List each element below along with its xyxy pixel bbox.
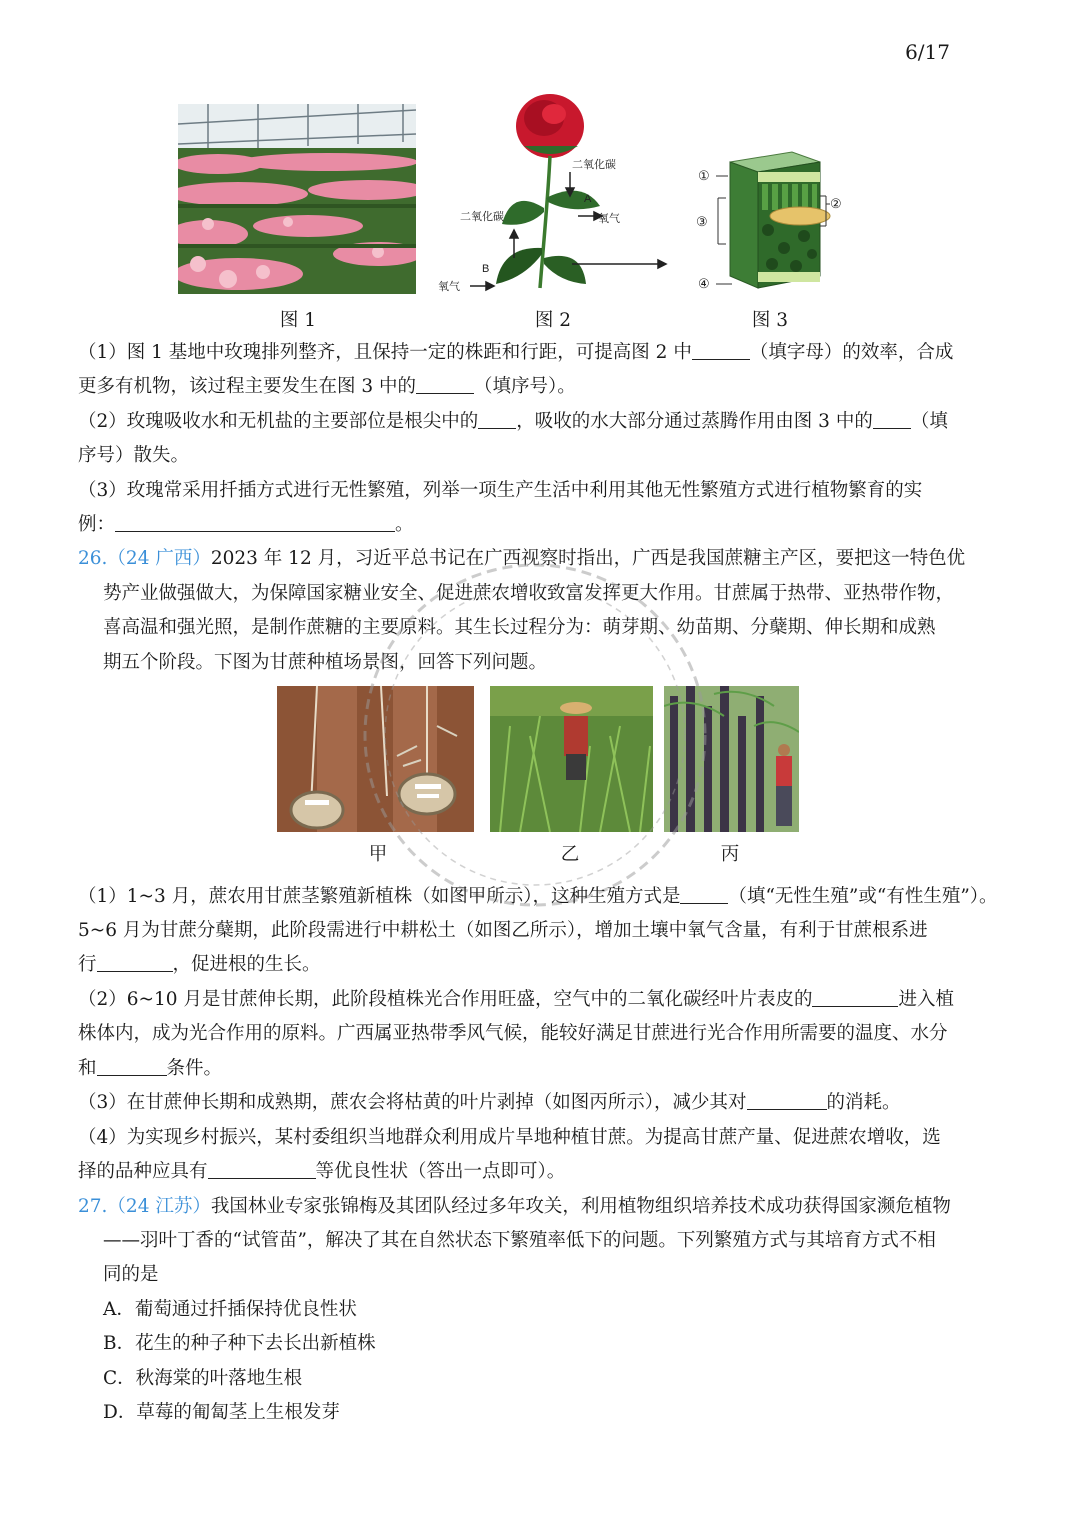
answer-blank[interactable] (873, 408, 911, 429)
q26-p1-l3-pre: 行 (78, 954, 97, 975)
q25-part1-line1 (78, 336, 1003, 370)
q25-p1-pre: （1）图 1 基地中玫瑰排列整齐，且保持一定的株距和行距，可提高图 2 中 (78, 342, 692, 363)
q26-p3-post: 的消耗。 (826, 1092, 901, 1113)
q26-p4-l2-post: 等优良性状（答出一点即可）。 (315, 1161, 566, 1182)
q25-p2-post: （填 (910, 411, 948, 432)
q26-p1-l3-post: ，促进根的生长。 (172, 954, 321, 975)
fig3-label-4: ④ (698, 277, 710, 292)
q25-p2-pre: （2）玫瑰吸收水和无机盐的主要部位是根尖中的 (78, 411, 479, 432)
photo-yi-loosening-soil (490, 686, 653, 832)
q26-intro-text: 2023 年 12 月，习近平总书记在广西视察时指出，广西是我国蔗糖主产区，要把这一特色优 (210, 548, 966, 569)
q26-p4-l2-pre: 择的品种应具有 (78, 1161, 208, 1182)
fig2-label-a: A (584, 193, 592, 205)
answer-blank[interactable] (812, 986, 898, 1007)
q26-p1-l1-pre: （1）1~3 月，蔗农用甘蔗茎繁殖新植株（如图甲所示），这种生殖方式是 (78, 886, 681, 907)
photo-jia-caption: 甲 (368, 844, 388, 865)
q26-intro-line4: 期五个阶段。下图为甘蔗种植场景图，回答下列问题。 (103, 652, 548, 673)
photo-yi-caption: 乙 (560, 844, 580, 865)
q26-intro-line1 (78, 542, 1003, 576)
q27-option-b[interactable]: B．花生的种子种下去长出新植株 (103, 1333, 376, 1354)
fig3-label-2: ② (830, 197, 842, 212)
answer-blank[interactable] (97, 951, 173, 972)
answer-blank[interactable] (692, 339, 750, 360)
q25-p2-mid: ，吸收的水大部分通过蒸腾作用由图 3 中的 (516, 411, 873, 432)
q26-p3-pre: （3）在甘蔗伸长期和成熟期，蔗农会将枯黄的叶片剥掉（如图丙所示），减少其对 (78, 1092, 747, 1113)
q26-part2-line3 (78, 1052, 1003, 1086)
q25-p1-l2-pre: 更多有机物，该过程主要发生在图 3 中的 (78, 376, 417, 397)
figure-3-leaf-section (692, 148, 852, 296)
q27-stem-line2: ——羽叶丁香的“试管苗”，解决了其在自然状态下繁殖率低下的问题。下列繁殖方式与其培育方式不相 (103, 1230, 936, 1251)
q26-p2-l1-pre: （2）6~10 月是甘蔗伸长期，此阶段植株光合作用旺盛，空气中的二氧化碳经叶片表皮的 (78, 989, 813, 1010)
q25-part3-line1: （3）玫瑰常采用扦插方式进行无性繁殖，列举一项生产生活中利用其他无性繁殖方式进行植物繁育的实 (78, 480, 923, 501)
q25-p3-l2-pre: 例： (78, 514, 116, 535)
q26-part1-line3 (78, 948, 1003, 982)
q27-option-a[interactable]: A．葡萄通过扦插保持优良性状 (103, 1299, 357, 1320)
q25-part2-line2: 序号）散失。 (78, 445, 190, 466)
q26-intro-line3: 喜高温和强光照，是制作蔗糖的主要原料。其生长过程分为：萌芽期、幼苗期、分蘖期、伸长期和成熟 (103, 617, 936, 638)
figure-1-caption: 图 1 (279, 310, 317, 331)
q26-part2-line2: 株体内，成为光合作用的原料。广西属亚热带季风气候，能较好满足甘蔗进行光合作用所需要的温度、水分 (78, 1023, 948, 1044)
q27-number: 27. (78, 1196, 108, 1217)
q26-part4-line1: （4）为实现乡村振兴，某村委组织当地群众利用成片旱地种植甘蔗。为提高甘蔗产量、促进蔗农增收，选 (78, 1127, 941, 1148)
q26-part1-line2: 5~6 月为甘蔗分蘖期，此阶段需进行中耕松土（如图乙所示），增加土壤中氧气含量，有利于甘蔗根系进 (78, 920, 928, 941)
answer-blank[interactable] (747, 1089, 827, 1110)
q27-stem-line1 (78, 1190, 1003, 1224)
q27-option-c[interactable]: C．秋海棠的叶落地生根 (103, 1368, 303, 1389)
q26-part3-line1 (78, 1086, 1003, 1120)
page-number: 6/17 (905, 40, 950, 64)
figure-2-caption: 图 2 (534, 310, 572, 331)
q26-p2-l3-post: 条件。 (166, 1058, 223, 1079)
q26-p1-l1-post: （填“无性生殖”或“有性生殖”）。 (728, 886, 998, 907)
q26-source-tag: （24 广西） (107, 548, 211, 569)
fig3-label-3: ③ (696, 215, 708, 230)
figure-1-greenhouse-photo (178, 104, 416, 294)
fig2-label-b: B (482, 263, 490, 275)
q25-part1-line2 (78, 370, 1003, 404)
q26-part2-line1 (78, 983, 1003, 1017)
photo-bing-caption: 丙 (720, 844, 740, 865)
q27-stem-text: 我国林业专家张锦梅及其团队经过多年攻关，利用植物组织培养技术成功获得国家濒危植物 (210, 1196, 951, 1217)
fig3-label-1: ① (698, 169, 710, 184)
answer-blank[interactable] (680, 883, 728, 904)
answer-blank[interactable] (416, 373, 474, 394)
q27-stem-line3: 同的是 (103, 1264, 159, 1285)
q25-p1-mid: （填字母）的效率，合成 (749, 342, 954, 363)
q26-part1-line1 (78, 880, 1003, 914)
q26-number: 26. (78, 548, 108, 569)
photo-jia-planting (277, 686, 474, 832)
q25-part3-line2 (78, 508, 1003, 542)
answer-blank[interactable] (97, 1055, 167, 1076)
fig2-label-o2-bottom: 氧气 (438, 281, 460, 293)
q25-p3-l2-post: 。 (395, 514, 414, 535)
q27-option-d[interactable]: D．草莓的匍匐茎上生根发芽 (103, 1402, 340, 1423)
figure-3-caption: 图 3 (751, 310, 789, 331)
q26-intro-line2: 势产业做强做大，为保障国家糖业安全、促进蔗农增收致富发挥更大作用。甘蔗属于热带、亚热带作物， (103, 583, 955, 604)
fig2-label-co2-top: 二氧化碳 (572, 159, 616, 171)
q26-part4-line2 (78, 1155, 1003, 1189)
q27-source-tag: （24 江苏） (107, 1196, 211, 1217)
fig2-label-o2-right: 氧气 (598, 213, 620, 225)
q26-p2-l1-post: 进入植 (898, 989, 954, 1010)
fig2-label-co2-left: 二氧化碳 (460, 211, 504, 223)
q25-part2-line1 (78, 405, 1003, 439)
answer-blank[interactable] (478, 408, 516, 429)
q25-p1-l2-post: （填序号）。 (474, 376, 576, 397)
answer-blank[interactable] (115, 511, 395, 532)
q26-p2-l3-pre: 和 (78, 1058, 97, 1079)
answer-blank[interactable] (208, 1158, 316, 1179)
figure-2-rose-diagram (432, 88, 672, 298)
photo-bing-stripping-leaves (664, 686, 799, 832)
